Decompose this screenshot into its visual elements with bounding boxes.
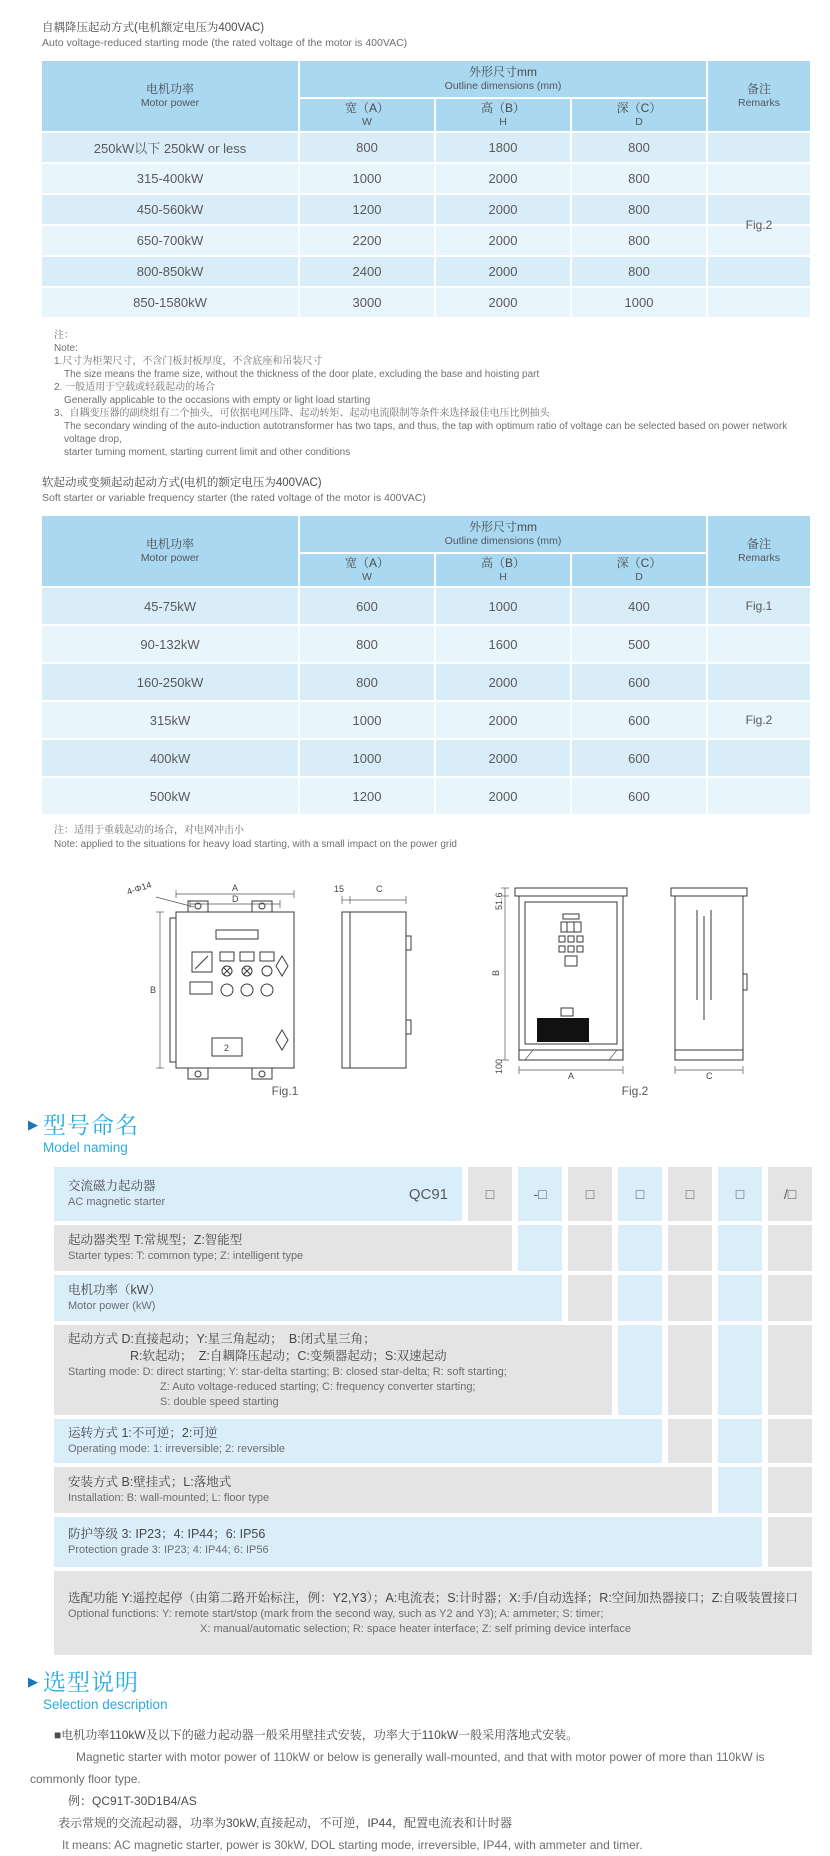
selection-note-zh: ■电机功率110kW及以下的磁力起动器一般采用壁挂式安装，功率大于110kW一般采用落地式安装。 bbox=[54, 1728, 579, 1742]
example-meaning-zh: 表示常规的交流起动器，功率为30kW,直接起动，不可逆，IP44，配置电流表和计时器 bbox=[58, 1816, 513, 1830]
code-box-3: □ bbox=[568, 1167, 612, 1221]
table-row: 400kW 1000 2000 600 bbox=[42, 740, 810, 776]
dim-label-A: A bbox=[568, 1071, 575, 1081]
model-naming-title-zh: 型号命名 bbox=[43, 1112, 139, 1138]
figure-1 bbox=[100, 870, 470, 1098]
table-row: 45-75kW 600 1000 400 Fig.1 bbox=[42, 588, 810, 624]
figure2-caption: Fig.2 bbox=[621, 1084, 649, 1098]
dim-label-B: B bbox=[491, 969, 501, 976]
header-height: 高（B） H bbox=[436, 554, 570, 586]
header-width: 宽（A） W bbox=[300, 99, 434, 131]
table-row: 90-132kW 800 1600 500 Fig.2 bbox=[42, 626, 810, 662]
dim-label-15: 15 bbox=[334, 884, 345, 894]
dim-label-holes: 4-Φ14 bbox=[125, 879, 153, 897]
code-column-stripe bbox=[768, 1275, 812, 1321]
table-row: 800-850kW 2400 2000 800 bbox=[42, 257, 810, 286]
code-column-stripe bbox=[768, 1419, 812, 1463]
example-meaning-en: It means: AC magnetic starter, power is 30kW, DOL starting mode, irreversible, IP44, with ammeter and timer. bbox=[62, 1838, 643, 1852]
section1-title-zh: 自耦降压起动方式(电机额定电压为400VAC) bbox=[42, 22, 265, 34]
auto-voltage-dimensions-table bbox=[40, 59, 812, 319]
dim-label-A: A bbox=[232, 883, 239, 893]
model-naming-diagram bbox=[54, 1167, 812, 1655]
section2-title-zh: 软起动或变频起动起动方式(电机的额定电压为400VAC) bbox=[42, 477, 322, 489]
section-arrow-icon: ▶ bbox=[28, 1117, 38, 1132]
code-column-stripe bbox=[718, 1325, 762, 1415]
header-height: 高（B） H bbox=[436, 99, 570, 131]
product-name-band: 交流磁力起动器 AC magnetic starter QC91 bbox=[54, 1167, 462, 1221]
code-column-stripe bbox=[718, 1419, 762, 1463]
table-row: 315-400kW 1000 2000 800 bbox=[42, 164, 810, 193]
header-width: 宽（A） W bbox=[300, 554, 434, 586]
header-depth: 深（C） D bbox=[572, 99, 706, 131]
model-code-row bbox=[54, 1167, 812, 1221]
model-naming-title-en: Model naming bbox=[43, 1140, 128, 1155]
model-naming-row-protection-grade: 防护等级 3: IP23；4: IP44；6: IP56 Protection grade 3: IP23; 4: IP44; 6: IP56 bbox=[54, 1517, 812, 1567]
code-box-1: □ bbox=[468, 1167, 512, 1221]
model-naming-row-starting-mode: 起动方式 D:直接起动；Y:星三角起动； B:闭式星三角； R:软起动； Z:自耦降压起动；C:变频器起动；S:双速起动 Starting mode: D: direct starting; Y: star-delta starting; B: closed star-delta; R: soft starting; Z: Auto voltage-reduced starting; C: frequency converter starting; S: double speed starting bbox=[54, 1325, 812, 1415]
code-column-stripe bbox=[618, 1325, 662, 1415]
soft-starter-dimensions-table bbox=[40, 514, 812, 816]
code-column-stripe bbox=[768, 1517, 812, 1567]
header-outline-dimensions: 外形尺寸mm Outline dimensions (mm) bbox=[300, 61, 706, 97]
model-naming-row-operating-mode: 运转方式 1:不可逆；2:可逆 Operating mode: 1: irreversible; 2: reversible bbox=[54, 1419, 812, 1463]
table1-notes: 注： Note: 1.尺寸为柜架尺寸，不含门板封板厚度，不含底座和吊装尺寸 The size means the frame size, without the thickness of the door plate, excluding the base and hoisting part 2. 一般适用于空载或轻载起动的场合 Generally applicable to the occasions with empty or light load starting 3、自耦变压器的副绕组有二个抽头，可依据电网压降、起动转矩、起动电流限制等条件来选择最佳电压比例抽头 The secondary winding of the auto-induction autotransformer has two taps, and thus, the tap with optimum ratio of voltage can be selected based on power network voltage drop, starter turning moment, starting current limit and other conditions bbox=[54, 330, 788, 458]
section2-title bbox=[42, 475, 812, 506]
table-row: 500kW 1200 2000 600 bbox=[42, 778, 810, 814]
dim-label-C: C bbox=[376, 884, 383, 894]
code-column-stripe bbox=[518, 1225, 562, 1271]
code-column-stripe bbox=[668, 1325, 712, 1415]
remark-cell: Fig.2 bbox=[708, 133, 810, 317]
figure-2 bbox=[470, 870, 800, 1098]
model-naming-row-starter-type: 起动器类型 T:常规型；Z:智能型 Starter types: T: common type; Z: intelligent type bbox=[54, 1225, 812, 1271]
code-box-7: /□ bbox=[768, 1167, 812, 1221]
code-column-stripe bbox=[568, 1225, 612, 1271]
table2-note: 注：适用于重载起动的场合，对电网冲击小 Note: applied to the situations for heavy load starting, with a small impact on the power grid bbox=[54, 825, 457, 850]
model-example: 例：QC91T-30D1B4/AS bbox=[68, 1794, 197, 1808]
remark-cell: Fig.1 bbox=[708, 588, 810, 624]
model-naming-heading bbox=[28, 1112, 812, 1157]
model-naming-row-optional-functions: 选配功能 Y:遥控起停（由第二路开始标注，例：Y2,Y3）；A:电流表；S:计时器；X:手/自动选择；R:空间加热器接口；Z:自吸装置接口 Optional functions: Y: remote start/stop (mark from the second way, such as Y2 and Y3); A: ammeter; S: timer; X: manual/automatic selection; R: space heater interface; Z: self priming device interface bbox=[54, 1571, 812, 1655]
code-box-5: □ bbox=[668, 1167, 712, 1221]
model-prefix: QC91 bbox=[408, 1185, 448, 1203]
code-column-stripe bbox=[618, 1225, 662, 1271]
dim-label-D: D bbox=[232, 894, 239, 904]
code-column-stripe bbox=[618, 1275, 662, 1321]
code-column-stripe bbox=[768, 1467, 812, 1513]
code-column-stripe bbox=[668, 1225, 712, 1271]
header-remarks: 备注 Remarks bbox=[708, 61, 810, 131]
selection-title-zh: 选型说明 bbox=[43, 1669, 139, 1695]
floor-standing-cabinet-drawing bbox=[475, 870, 795, 1082]
section1-title bbox=[42, 20, 812, 51]
dim-label-top: 51.6 bbox=[494, 892, 504, 910]
selection-note-en: Magnetic starter with motor power of 110kW or below is generally wall-mounted, and that with motor power of more than 110kW is commonly floor type. bbox=[30, 1750, 765, 1786]
table-row: 450-560kW 1200 2000 800 bbox=[42, 195, 810, 224]
code-column-stripe bbox=[718, 1467, 762, 1513]
figure1-caption: Fig.1 bbox=[271, 1084, 299, 1098]
outline-figures bbox=[100, 870, 812, 1098]
code-column-stripe bbox=[568, 1275, 612, 1321]
section-arrow-icon: ▶ bbox=[28, 1674, 38, 1689]
header-motor-power: 电机功率 Motor power bbox=[42, 516, 298, 586]
dim-label-B: B bbox=[150, 985, 157, 995]
plate-mark: 2 bbox=[224, 1043, 230, 1053]
code-column-stripe bbox=[668, 1419, 712, 1463]
code-box-4: □ bbox=[618, 1167, 662, 1221]
code-column-stripe bbox=[768, 1325, 812, 1415]
selection-description-body bbox=[30, 1724, 812, 1856]
header-outline-dimensions: 外形尺寸mm Outline dimensions (mm) bbox=[300, 516, 706, 552]
code-column-stripe bbox=[668, 1275, 712, 1321]
table-row: 650-700kW 2200 2000 800 bbox=[42, 226, 810, 255]
table-row: 315kW 1000 2000 600 bbox=[42, 702, 810, 738]
selection-description-heading bbox=[28, 1669, 812, 1714]
code-box-6: □ bbox=[718, 1167, 762, 1221]
table-row: 250kW以下 250kW or less 800 1800 800 Fig.2 bbox=[42, 133, 810, 162]
code-box-2: -□ bbox=[518, 1167, 562, 1221]
code-column-stripe bbox=[718, 1275, 762, 1321]
code-column-stripe bbox=[718, 1225, 762, 1271]
table-row: 850-1580kW 3000 2000 1000 bbox=[42, 288, 810, 317]
model-naming-row-motor-power: 电机功率（kW） Motor power (kW) bbox=[54, 1275, 812, 1321]
wall-mounted-cabinet-drawing bbox=[110, 870, 460, 1082]
header-motor-power: 电机功率 Motor power bbox=[42, 61, 298, 131]
model-naming-row-installation: 安装方式 B:壁挂式；L:落地式 Installation: B: wall-mounted; L: floor type bbox=[54, 1467, 812, 1513]
selection-title-en: Selection description bbox=[43, 1697, 168, 1712]
code-column-stripe bbox=[768, 1225, 812, 1271]
dim-label-C: C bbox=[706, 1071, 713, 1081]
table-row: 160-250kW 800 2000 600 bbox=[42, 664, 810, 700]
header-remarks: 备注 Remarks bbox=[708, 516, 810, 586]
dim-label-base: 100 bbox=[494, 1058, 504, 1074]
remark-cell: Fig.2 bbox=[708, 626, 810, 814]
section1-title-en: Auto voltage-reduced starting mode (the rated voltage of the motor is 400VAC) bbox=[42, 37, 408, 49]
section2-title-en: Soft starter or variable frequency starter (the rated voltage of the motor is 400VAC) bbox=[42, 492, 426, 504]
header-depth: 深（C） D bbox=[572, 554, 706, 586]
